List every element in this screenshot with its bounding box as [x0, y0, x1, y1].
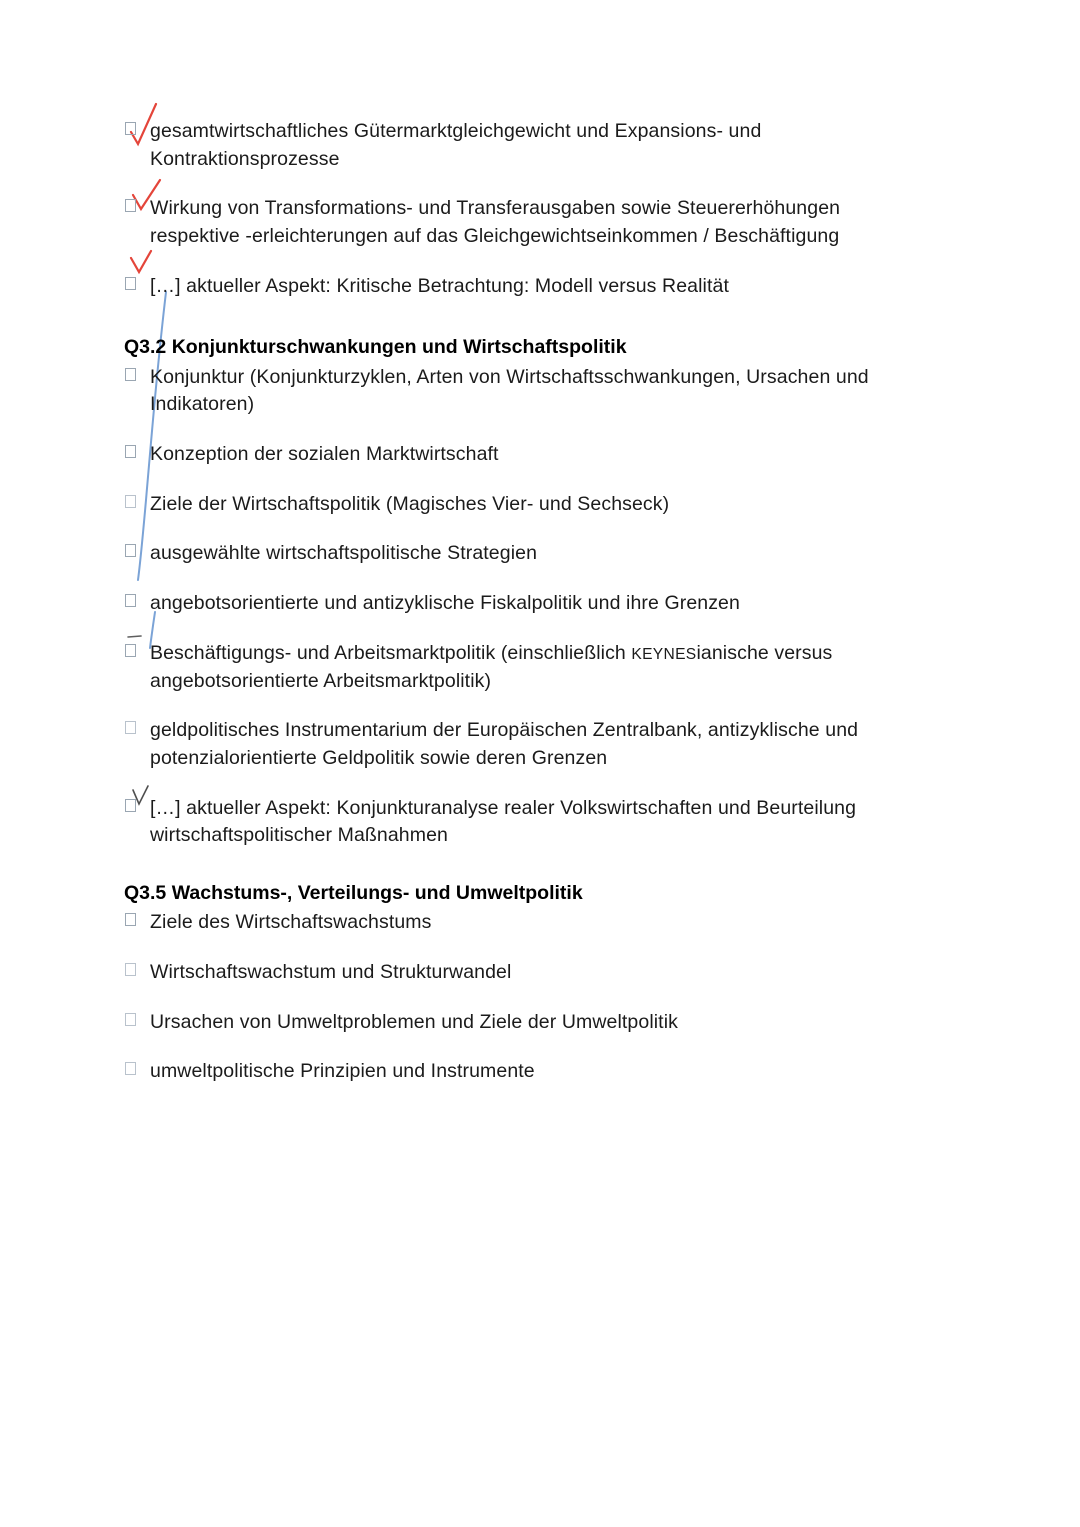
list-item: [124, 717, 924, 772]
list-item-text: […] aktueller Aspekt: Konjunkturanalyse realer Volkswirtschaften und Beurteilung wirtschaftspolitischer Maßnahmen: [150, 796, 857, 847]
list-item-text: angebotsorientierte und antizyklische Fiskalpolitik und ihre Grenzen: [150, 592, 740, 615]
checkbox-icon: [125, 963, 136, 976]
checkbox-icon: [125, 277, 136, 290]
checkbox-icon: [125, 495, 136, 508]
list-item: [124, 959, 924, 987]
section-q3-2: [124, 334, 924, 850]
checkbox-icon: [125, 1062, 136, 1075]
list-item: [124, 441, 924, 469]
list-item: [124, 909, 924, 937]
checkbox-icon: [125, 721, 136, 734]
list-item-text: Beschäftigungs- und Arbeitsmarktpolitik (einschließlich KEYNESianische versus angebotsorientierte Arbeitsmarktpolitik): [150, 641, 833, 692]
checkbox-icon: [125, 1013, 136, 1026]
list-item-text: gesamtwirtschaftliches Gütermarktgleichgewicht und Expansions- und Kontraktionsprozesse: [150, 120, 762, 170]
checkbox-icon: [125, 799, 136, 812]
checkbox-icon: [125, 594, 136, 607]
list-item: [124, 1009, 924, 1037]
list-item-text: geldpolitisches Instrumentarium der Europäischen Zentralbank, antizyklische und potenzialorientierte Geldpolitik sowie deren Grenzen: [150, 719, 859, 769]
list-item-text: Wirtschaftswachstum und Strukturwandel: [150, 960, 512, 983]
checkbox-icon: [125, 913, 136, 926]
list-item: [124, 364, 924, 419]
list-item-text: Ursachen von Umweltproblemen und Ziele der Umweltpolitik: [150, 1010, 678, 1033]
section-heading: Q3.2 Konjunkturschwankungen und Wirtschaftspolitik: [124, 336, 627, 359]
document-body: [124, 118, 924, 1086]
list-item: [124, 118, 924, 173]
list-item: [124, 540, 924, 568]
checkbox-icon: [125, 445, 136, 458]
list-item: [124, 273, 924, 301]
checkbox-icon: [125, 199, 136, 212]
section-intro-bullets: [124, 118, 924, 300]
checkbox-icon: [125, 368, 136, 381]
checkbox-icon: [125, 644, 136, 657]
list-item: [124, 1058, 924, 1086]
list-item: [124, 195, 924, 250]
section-q3-5: [124, 880, 924, 1086]
checkbox-icon: [125, 122, 136, 135]
list-item-text: umweltpolitische Prinzipien und Instrumente: [150, 1060, 535, 1083]
section-heading: Q3.5 Wachstums-, Verteilungs- und Umweltpolitik: [124, 881, 583, 904]
list-item: [124, 491, 924, 519]
list-item-text: Konzeption der sozialen Marktwirtschaft: [150, 443, 499, 466]
checkbox-icon: [125, 544, 136, 557]
list-item-text: Konjunktur (Konjunkturzyklen, Arten von Wirtschaftsschwankungen, Ursachen und Indikatoren): [150, 365, 869, 416]
list-item-text: Ziele der Wirtschaftspolitik (Magisches Vier- und Sechseck): [150, 492, 670, 515]
list-item-text: ausgewählte wirtschaftspolitische Strategien: [150, 542, 538, 565]
list-item-text: Wirkung von Transformations- und Transferausgaben sowie Steuererhöhungen respektive -erleichterungen auf das Gleichgewichtseinkommen / Beschäftigung: [150, 197, 841, 248]
list-item-text: Ziele des Wirtschaftswachstums: [150, 911, 432, 934]
list-item-text: […] aktueller Aspekt: Kritische Betrachtung: Modell versus Realität: [150, 274, 729, 297]
list-item: [124, 795, 924, 850]
list-item: [124, 640, 924, 695]
list-item: [124, 590, 924, 618]
